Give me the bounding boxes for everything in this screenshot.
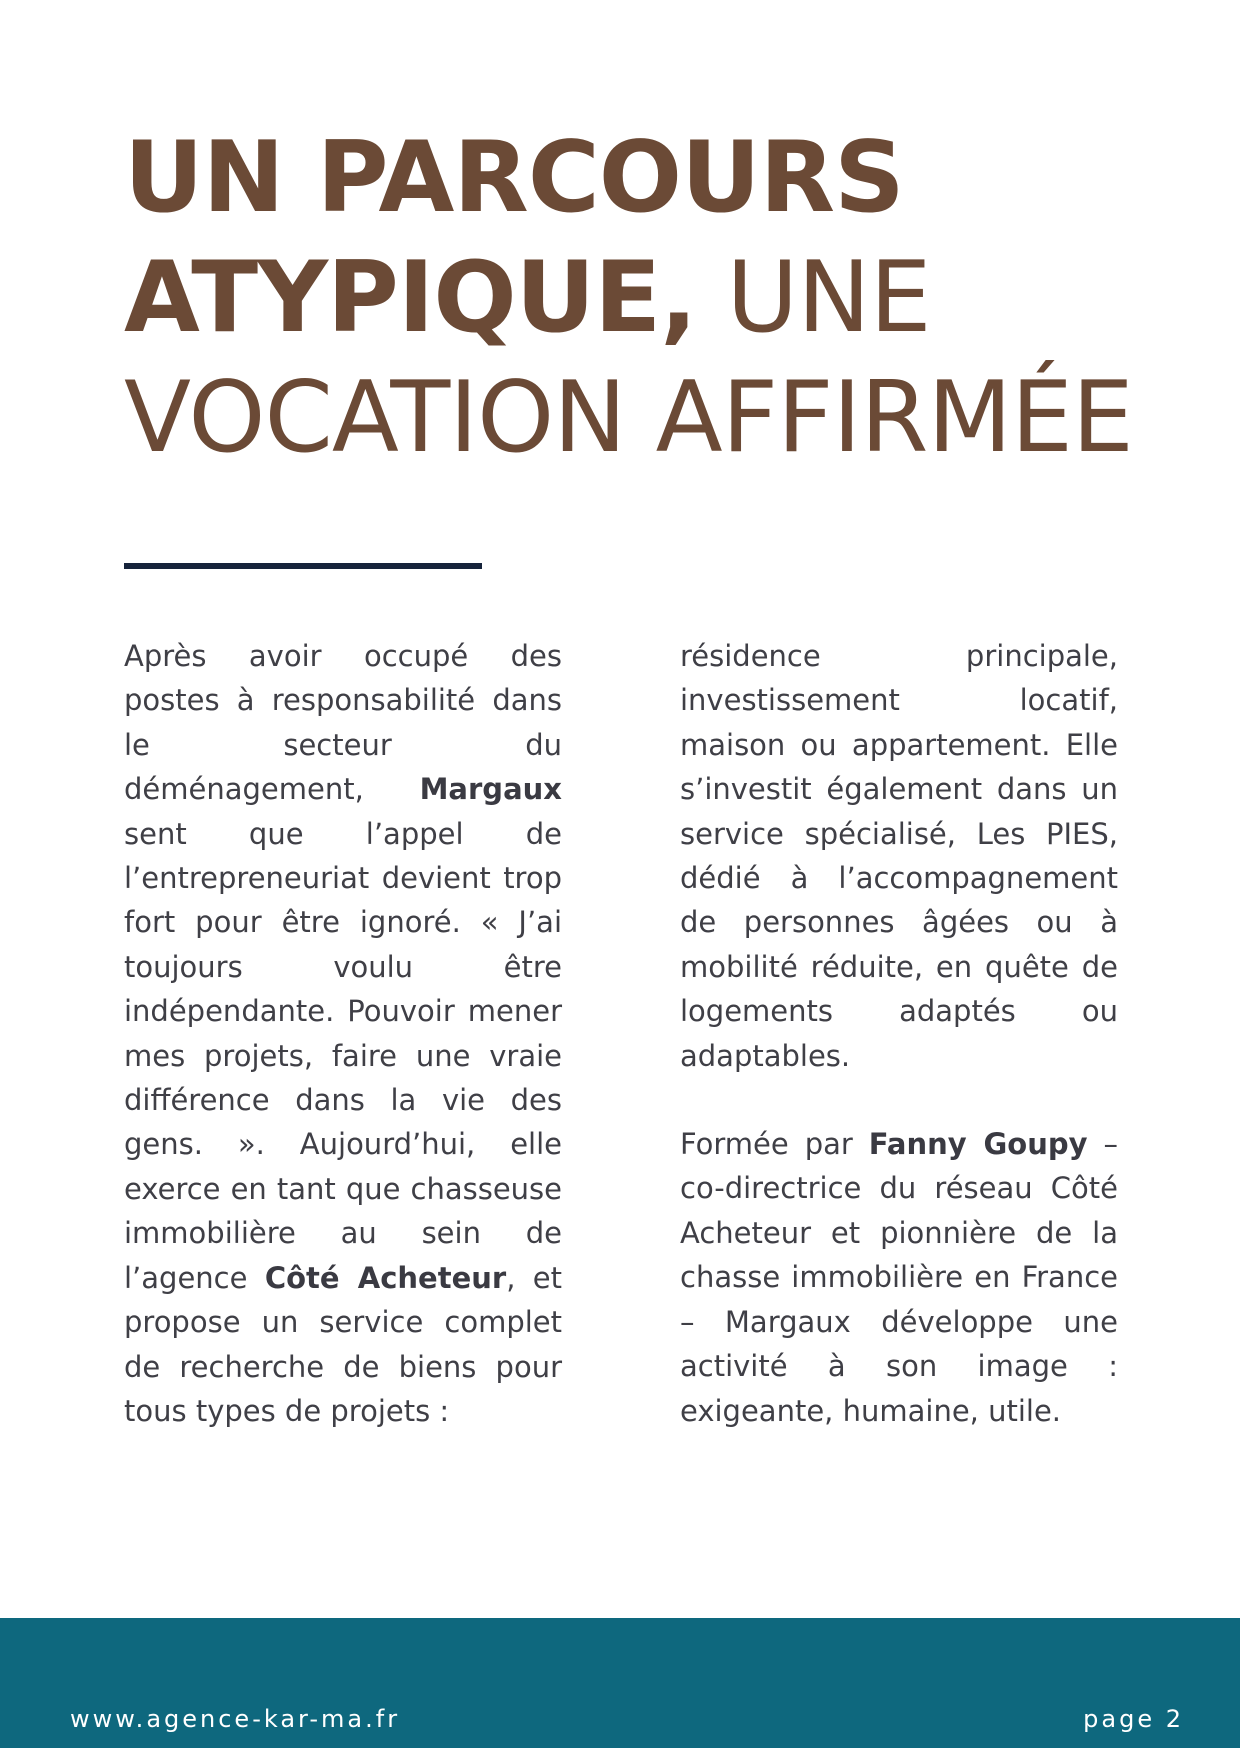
title-line-3: VOCATION AFFIRMÉE <box>124 361 1133 475</box>
title-divider <box>124 563 482 569</box>
page-title <box>124 118 1204 478</box>
paragraph-services: résidence principale, investissement locatif, maison ou appartement. Elle s’investit également dans un service spécialisé, Les PIES, dédié à l’accompagnement de personnes âgées ou à mobilité réduite, en quête de logements adaptés ou adaptables. <box>680 639 1118 1073</box>
footer-website-url: www.agence-kar-ma.fr <box>70 1705 401 1733</box>
text-segment: sent que l’appel de l’entrepreneuriat devient trop fort pour être ignoré. « J’ai toujours voulu être indépendante. Pouvoir mener mes projets, faire une vraie différence dans la vie des gens. ». Aujourd’hui, elle exerce en tant que chasseuse immobilière au sein de l’agence <box>124 816 562 1295</box>
paragraph-training <box>680 1122 1118 1433</box>
title-line-2-light: UNE <box>696 241 931 355</box>
highlight-fanny-goupy: Fanny Goupy <box>868 1127 1088 1162</box>
text-column-right <box>680 634 1118 1433</box>
title-line-2 <box>124 238 1204 358</box>
highlight-agency: Côté Acheteur <box>264 1260 507 1295</box>
title-line-1: UN PARCOURS <box>124 121 904 235</box>
text-segment: Après avoir occupé des postes à responsabilité dans le secteur du déménagement, <box>124 639 562 807</box>
text-segment: Formée par <box>680 1127 869 1162</box>
text-column-left <box>124 634 562 1433</box>
highlight-margaux: Margaux <box>419 772 562 807</box>
text-segment: – co-directrice du réseau Côté Acheteur et pionnière de la chasse immobilière en France – Margaux développe une activité à son image : exigeante, humaine, utile. <box>680 1127 1119 1428</box>
title-line-2-bold: ATYPIQUE, <box>124 241 697 355</box>
text-segment: , et propose un service complet de recherche de biens pour tous types de projets : <box>124 1260 562 1428</box>
paragraph-intro <box>124 634 562 1433</box>
footer-page-number: page 2 <box>1083 1705 1184 1733</box>
